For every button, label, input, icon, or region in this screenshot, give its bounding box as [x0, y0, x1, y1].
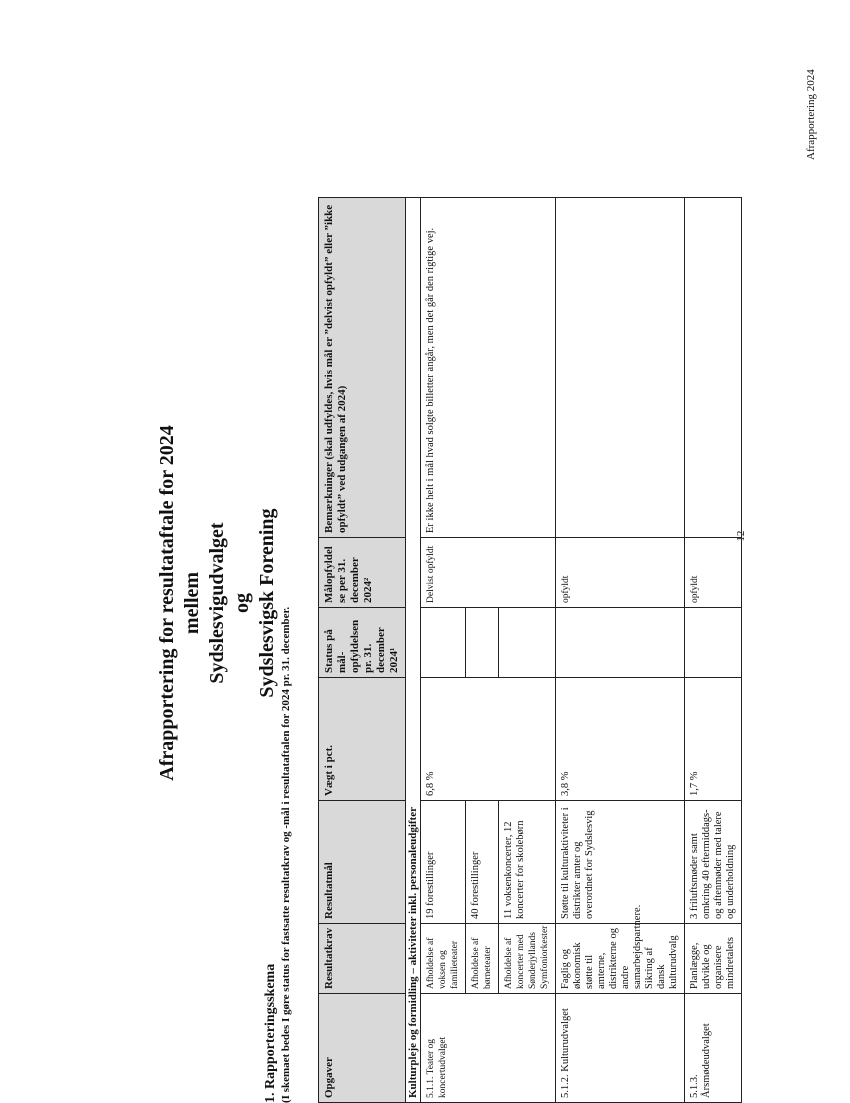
cell-krav: Planlægge, udvikle og organisere mindretalets	[685, 924, 742, 994]
cell-bemaerkning	[685, 198, 742, 538]
cell-opgave: 5.1.1. Teater og koncertudvalget	[421, 994, 556, 1103]
category-label: Kulturpleje og formidling – aktiviteter inkl. personaleudgifter	[406, 198, 421, 1103]
title-line-2: Sydslesvigudvalget	[206, 522, 228, 684]
cell-opfyldelse: opfyldt	[685, 538, 742, 608]
cell-opgave: 5.1.3. Årsmødeudvalget	[685, 994, 742, 1103]
cell-krav: Faglig og økonomisk støtte til amterne, distrikterne og andre samarbejdspartnere. Sikring af dansk kulturudvalg	[556, 924, 685, 994]
cell-status	[466, 608, 499, 678]
cell-krav: Afholdelse af voksen og familieteater	[421, 924, 466, 994]
cell-maal: 19 forestillinger	[421, 801, 466, 924]
cell-status	[685, 608, 742, 678]
table-header-row	[319, 198, 406, 1103]
title-line-1: Afrapportering for resultataftale for 2024 mellem	[156, 425, 203, 781]
header-status: Status på mål-opfyldelsen pr. 31. december 2024¹	[319, 608, 406, 678]
rotated-page-content	[156, 195, 823, 1103]
reporting-table	[318, 197, 742, 1103]
cell-bemaerkning: Er ikke helt i mål hvad solgte billetter angår, men det går den rigtige vej.	[421, 198, 556, 538]
cell-krav: Afholdelse af koncerter med Sønderjyllands Symfoniorkester	[499, 924, 556, 994]
table-row	[556, 198, 685, 1103]
document-title	[155, 393, 280, 813]
table-row	[421, 198, 466, 1103]
cell-opfyldelse: Delvist opfyldt	[421, 538, 556, 608]
cell-vaegt: 1,7 %	[685, 678, 742, 801]
header-opgaver: Opgaver	[319, 994, 406, 1103]
cell-maal: 3 friluftsmøder samt omkring 40 eftermiddags- og aftenmøder med talere og underholdning	[685, 801, 742, 924]
cell-maal: 11 voksenkoncerter, 12 koncerter for skolebørn	[499, 801, 556, 924]
header-bemaerkninger: Bemærkninger (skal udfyldes, hvis mål er ”delvist opfyldt” eller ”ikke opfyldt” ved udgangen af 2024)	[319, 198, 406, 538]
header-maalopfyldelse: Målopfyldel se per 31. december 2024²	[319, 538, 406, 608]
section-instruction: (I skemaet bedes I gøre status for fastsatte resultatkrav og -mål i resultataftalen for 2024 pr. 31. december.	[280, 606, 292, 1103]
cell-opfyldelse: opfyldt	[556, 538, 685, 608]
table-row	[685, 198, 742, 1103]
cell-maal: 40 forestillinger	[466, 801, 499, 924]
cell-bemaerkning	[556, 198, 685, 538]
cell-vaegt: 6,8 %	[421, 678, 556, 801]
cell-maal: Støtte til kulturaktiviteter i distrikter amter og overordnet for Sydslesvig	[556, 801, 685, 924]
header-resultatkrav: Resultatkrav	[319, 924, 406, 994]
section-header	[263, 403, 293, 1103]
cell-status	[556, 608, 685, 678]
header-vaegt: Vægt i pct.	[319, 678, 406, 801]
cell-status	[421, 608, 466, 678]
cell-opgave: 5.1.2. Kulturudvalget	[556, 994, 685, 1103]
running-header: Afrapportering 2024	[805, 69, 817, 160]
category-row	[406, 198, 421, 1103]
title-line-3: og	[231, 593, 253, 613]
section-heading: 1. Rapporteringsskema	[263, 963, 278, 1103]
cell-status	[499, 608, 556, 678]
header-resultatmaal: Resultatmål	[319, 801, 406, 924]
cell-krav: Afholdelse af børneteater	[466, 924, 499, 994]
cell-vaegt: 3,8 %	[556, 678, 685, 801]
title-line-4: Sydslesvigsk Forening	[256, 508, 278, 698]
page-number: - 12 -	[735, 524, 747, 548]
